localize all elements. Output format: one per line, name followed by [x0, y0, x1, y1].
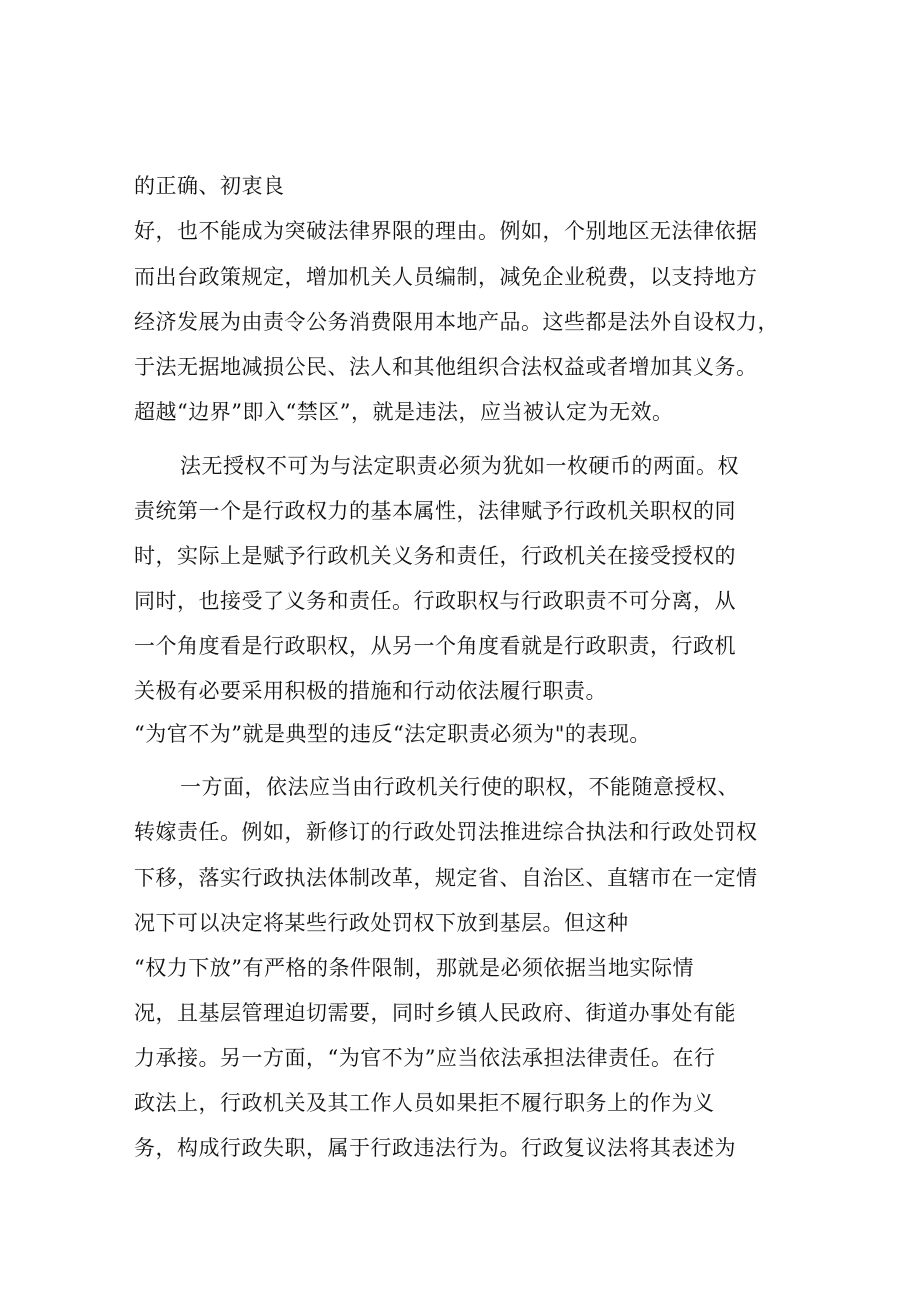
- text-line: 责统第一个是行政权力的基本属性，法律赋予行政机关职权的同: [134, 499, 736, 523]
- text-line: 而出台政策规定，增加机关人员编制，减免企业税费，以支持地方: [134, 265, 758, 289]
- text-line: 一个角度看是行政职权，从另一个角度看就是行政职责，行政机: [134, 634, 736, 658]
- text-line: 经济发展为由责令公务消费限用本地产品。这些都是法外自设权力，: [134, 310, 779, 334]
- text-line: 政法上，行政机关及其工作人员如果拒不履行职务上的作为义: [134, 1091, 715, 1115]
- text-line: “权力下放”有严格的条件限制，那就是必须依据当地实际情: [134, 956, 694, 980]
- text-line: 务，构成行政失职，属于行政违法行为。行政复议法将其表述为: [134, 1136, 736, 1160]
- text-line: 好，也不能成为突破法律界限的理由。例如，个别地区无法律依据: [134, 219, 758, 243]
- text-line: “为官不为”就是典型的违反“法定职责必须为"的表现。: [134, 722, 651, 746]
- text-line: 一方面，依法应当由行政机关行使的职权，不能随意授权、: [180, 775, 739, 799]
- text-line: 超越“边界”即入“禁区”，就是违法，应当被认定为无效。: [134, 400, 674, 424]
- text-line: 时，实际上是赋予行政机关义务和责任，行政机关在接受授权的: [134, 544, 736, 568]
- text-line: 的正确、初衷良: [134, 174, 285, 198]
- text-line: 力承接。另一方面，“为官不为”应当依法承担法律责任。在行: [134, 1046, 716, 1070]
- text-line: 下移，落实行政执法体制改革，规定省、自治区、直辖市在一定情: [134, 866, 758, 890]
- text-line: 关极有必要采用积极的措施和行动依法履行职责。: [134, 679, 607, 703]
- text-line: 同时，也接受了义务和责任。行政职权与行政职责不可分离，从: [134, 589, 736, 613]
- text-line: 况，且基层管理迫切需要，同时乡镇人民政府、街道办事处有能: [134, 1001, 736, 1025]
- text-line: 法无授权不可为与法定职责必须为犹如一枚硬币的两面。权: [180, 454, 739, 478]
- text-line: 况下可以决定将某些行政处罚权下放到基层。但这种: [134, 911, 629, 935]
- text-line: 转嫁责任。例如，新修订的行政处罚法推进综合执法和行政处罚权: [134, 820, 758, 844]
- text-line: 于法无据地减损公民、法人和其他组织合法权益或者增加其义务。: [134, 355, 758, 379]
